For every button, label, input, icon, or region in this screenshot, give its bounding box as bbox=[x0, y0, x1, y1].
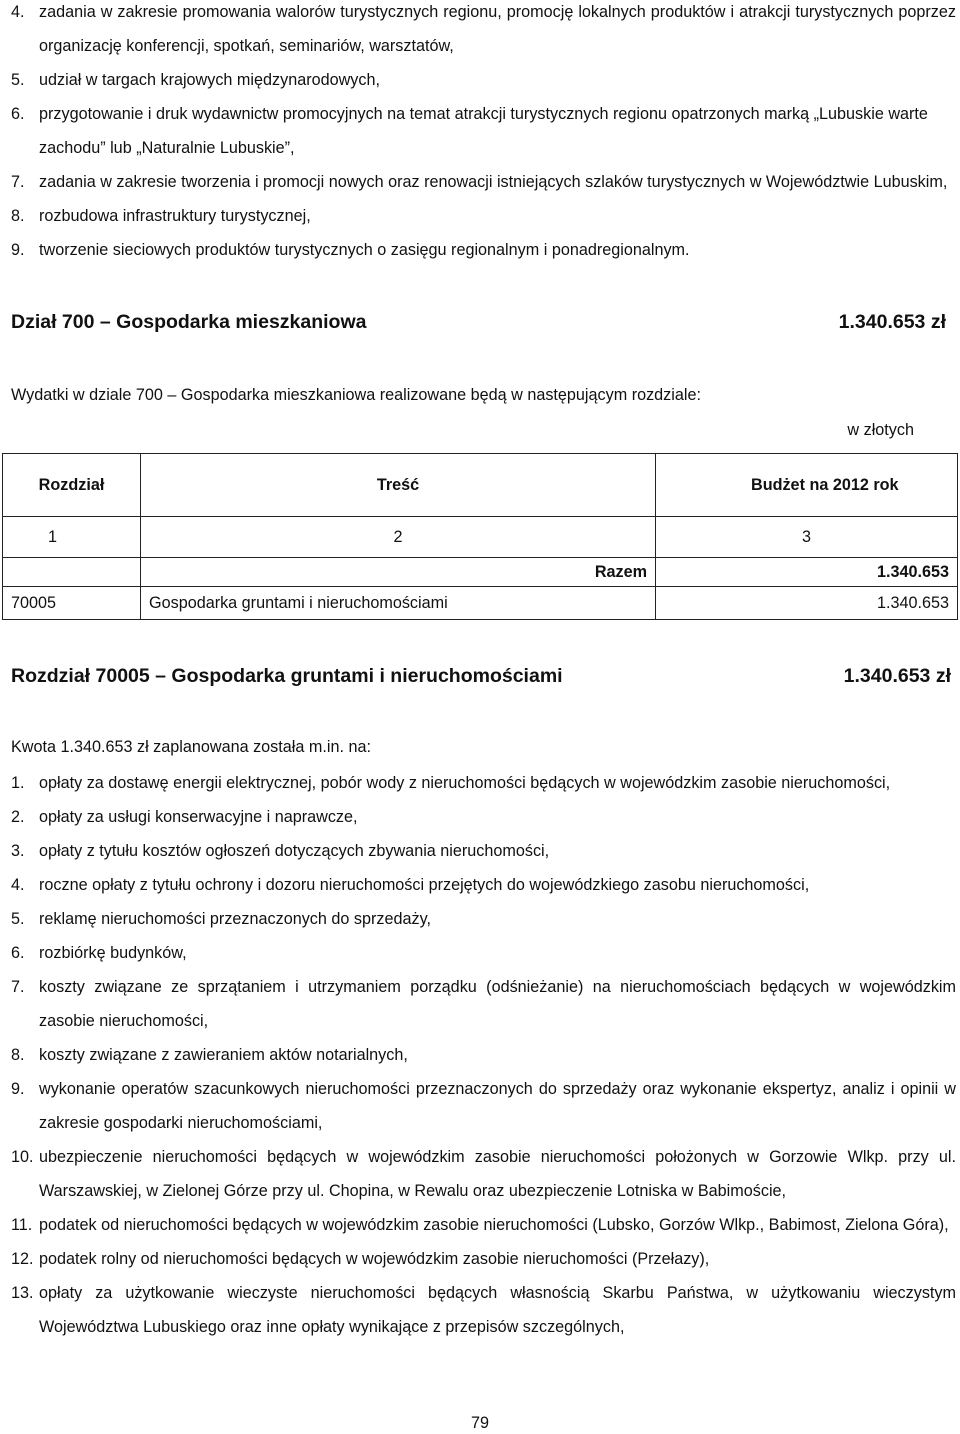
list-item-number: 9. bbox=[11, 241, 25, 259]
list-item-text: roczne opłaty z tytułu ochrony i dozoru nieruchomości przejętych do wojewódzkiego zasobu nieruchomości, bbox=[39, 876, 810, 894]
table-index-row bbox=[3, 517, 958, 558]
list-item bbox=[0, 1208, 960, 1242]
list-item-number: 3. bbox=[11, 842, 25, 860]
table-header-row bbox=[3, 454, 958, 517]
total-empty-cell bbox=[3, 558, 141, 587]
list-item-text: podatek rolny od nieruchomości będących w wojewódzkim zasobie nieruchomości (Przełazy), bbox=[39, 1250, 710, 1268]
list-item-number: 2. bbox=[11, 808, 25, 826]
list-item-text: zadania w zakresie promowania walorów turystycznych regionu, promocję lokalnych produktów i atrakcji turystycznych poprzez organizację konferencji, spotkań, seminariów, warsztatów, bbox=[39, 3, 956, 55]
row-value: 1.340.653 bbox=[656, 587, 958, 620]
list-item bbox=[0, 199, 960, 233]
list-item-number: 13. bbox=[11, 1284, 34, 1302]
list-item-text: zadania w zakresie tworzenia i promocji nowych oraz renowacji istniejących szlaków turystycznych w Województwie Lubuskim, bbox=[39, 173, 948, 191]
section-amount: 1.340.653 zł bbox=[843, 665, 951, 687]
list-item-text: udział w targach krajowych międzynarodowych, bbox=[39, 71, 380, 89]
list-item-text: ubezpieczenie nieruchomości będących w wojewódzkim zasobie nieruchomości położonych w Gorzowie Wlkp. przy ul. Warszawskiej, w Zielonej Górze przy ul. Chopina, w Rewalu oraz ubezpieczenie Lotniska w Babimoście, bbox=[39, 1148, 956, 1200]
list-item bbox=[0, 970, 960, 1038]
total-value: 1.340.653 bbox=[656, 558, 958, 587]
column-header-rozdzial: Rozdział bbox=[3, 454, 141, 517]
expenses-list bbox=[0, 766, 960, 1344]
list-item bbox=[0, 868, 960, 902]
page-number: 79 bbox=[470, 1414, 489, 1432]
list-item-text: tworzenie sieciowych produktów turystycznych o zasięgu regionalnym i ponadregionalnym. bbox=[39, 241, 690, 259]
unit-note: w złotych bbox=[847, 421, 914, 439]
list-item-text: opłaty za usługi konserwacyjne i naprawcze, bbox=[39, 808, 358, 826]
list-item bbox=[0, 0, 960, 63]
row-code: 70005 bbox=[3, 587, 141, 620]
list-item-number: 9. bbox=[11, 1080, 25, 1098]
section-amount: 1.340.653 zł bbox=[838, 311, 946, 333]
list-item-number: 6. bbox=[11, 944, 25, 962]
column-header-tresc: Treść bbox=[141, 454, 656, 517]
total-label: Razem bbox=[141, 558, 656, 587]
list-item-text: przygotowanie i druk wydawnictw promocyjnych na temat atrakcji turystycznych regionu opatrzonych marką „Lubuskie warte zachodu” lub „Naturalnie Lubuskie”, bbox=[39, 105, 928, 157]
section-heading-70005 bbox=[11, 663, 951, 689]
list-item-number: 4. bbox=[11, 3, 25, 21]
budget-table bbox=[2, 453, 958, 620]
list-item-text: koszty związane z zawieraniem aktów notarialnych, bbox=[39, 1046, 408, 1064]
index-cell: 2 bbox=[141, 517, 656, 558]
list-item bbox=[0, 1140, 960, 1208]
list-item bbox=[0, 1242, 960, 1276]
list-item-number: 5. bbox=[11, 71, 25, 89]
list-item-text: podatek od nieruchomości będących w wojewódzkim zasobie nieruchomości (Lubsko, Gorzów Wlkp., Babimost, Zielona Góra), bbox=[39, 1216, 949, 1234]
tasks-list bbox=[0, 0, 960, 267]
list-item bbox=[0, 1072, 960, 1140]
list-item-text: rozbiórkę budynków, bbox=[39, 944, 187, 962]
section-title: Rozdział 70005 – Gospodarka gruntami i nieruchomościami bbox=[11, 665, 563, 687]
column-header-budzet: Budżet na 2012 rok bbox=[656, 454, 958, 517]
list-item bbox=[0, 936, 960, 970]
kwota-intro: Kwota 1.340.653 zł zaplanowana została m.in. na: bbox=[11, 738, 371, 756]
list-item bbox=[0, 1038, 960, 1072]
list-item bbox=[0, 97, 960, 165]
list-item-number: 8. bbox=[11, 207, 25, 225]
section-description: Wydatki w dziale 700 – Gospodarka mieszkaniowa realizowane będą w następującym rozdziale: bbox=[11, 386, 701, 404]
list-item-number: 6. bbox=[11, 105, 25, 123]
list-item-number: 4. bbox=[11, 876, 25, 894]
index-cell: 3 bbox=[656, 517, 958, 558]
list-item-number: 11. bbox=[11, 1216, 33, 1234]
list-item-number: 7. bbox=[11, 978, 25, 996]
list-item-text: opłaty za dostawę energii elektrycznej, pobór wody z nieruchomości będących w wojewódzkim zasobie nieruchomości, bbox=[39, 774, 891, 792]
list-item bbox=[0, 1276, 960, 1344]
table-total-row bbox=[3, 558, 958, 587]
list-item bbox=[0, 834, 960, 868]
section-heading-700 bbox=[11, 309, 946, 335]
list-item-text: opłaty za użytkowanie wieczyste nieruchomości będących własnością Skarbu Państwa, w użytkowaniu wieczystym Województwa Lubuskiego oraz inne opłaty wynikające z przepisów szczególnych, bbox=[39, 1284, 956, 1336]
list-item-number: 8. bbox=[11, 1046, 25, 1064]
list-item bbox=[0, 902, 960, 936]
list-item bbox=[0, 63, 960, 97]
list-item-number: 7. bbox=[11, 173, 25, 191]
list-item bbox=[0, 233, 960, 267]
list-item-text: wykonanie operatów szacunkowych nieruchomości przeznaczonych do sprzedaży oraz wykonanie ekspertyz, analiz i opinii w zakresie gospodarki nieruchomościami, bbox=[39, 1080, 956, 1132]
list-item bbox=[0, 165, 960, 199]
list-item-number: 1. bbox=[11, 774, 25, 792]
list-item-text: koszty związane ze sprzątaniem i utrzymaniem porządku (odśnieżanie) na nieruchomościach będących w wojewódzkim zasobie nieruchomości, bbox=[39, 978, 956, 1030]
table-row bbox=[3, 587, 958, 620]
list-item-number: 10. bbox=[11, 1148, 34, 1166]
list-item-number: 5. bbox=[11, 910, 25, 928]
row-name: Gospodarka gruntami i nieruchomościami bbox=[141, 587, 656, 620]
list-item-text: opłaty z tytułu kosztów ogłoszeń dotyczących zbywania nieruchomości, bbox=[39, 842, 550, 860]
list-item-number: 12. bbox=[11, 1250, 34, 1268]
list-item-text: rozbudowa infrastruktury turystycznej, bbox=[39, 207, 311, 225]
list-item bbox=[0, 800, 960, 834]
index-cell: 1 bbox=[3, 517, 141, 558]
list-item bbox=[0, 766, 960, 800]
section-title: Dział 700 – Gospodarka mieszkaniowa bbox=[11, 311, 367, 333]
list-item-text: reklamę nieruchomości przeznaczonych do sprzedaży, bbox=[39, 910, 431, 928]
